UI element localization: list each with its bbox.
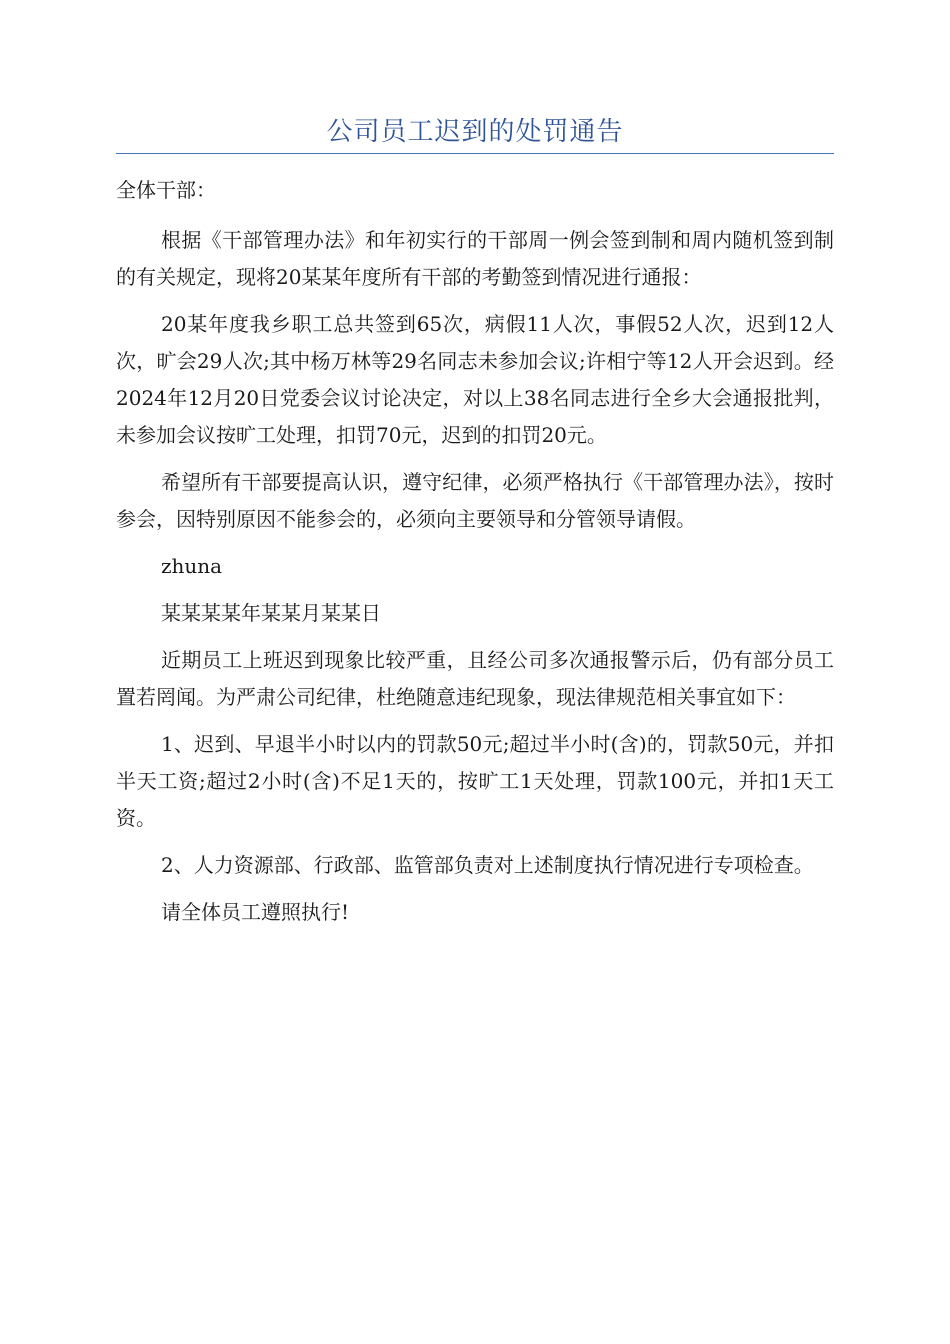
paragraph-rule-1: 1、迟到、早退半小时以内的罚款50元;超过半小时(含)的，罚款50元，并扣半天工资;超过2小时(含)不足1天的，按旷工1天处理，罚款100元，并扣1天工资。 [116, 732, 834, 830]
signature: zhuna [161, 554, 223, 578]
paragraph-expectation: 希望所有干部要提高认识，遵守纪律，必须严格执行《干部管理办法》，按时参会，因特别原因不能参会的，必须向主要领导和分管领导请假。 [116, 470, 834, 531]
document-body [116, 172, 834, 941]
paragraph-attendance-stats: 20某年度我乡职工总共签到65次，病假11人次，事假52人次，迟到12人次，旷会29人次;其中杨万林等29名同志未参加会议;许相宁等12人开会迟到。经2024年12月20日党委会议讨论决定，对以上38名同志进行全乡大会通报批判，未参加会议按旷工处理，扣罚70元，迟到的扣罚20元。 [116, 312, 834, 447]
salutation: 全体干部： [116, 178, 216, 202]
paragraph-rule-2: 2、人力资源部、行政部、监管部负责对上述制度执行情况进行专项检查。 [161, 853, 814, 877]
document-title: 公司员工迟到的处罚通告 [326, 117, 624, 147]
paragraph-notice-intro: 近期员工上班迟到现象比较严重，且经公司多次通报警示后，仍有部分员工置若罔闻。为严肃公司纪律，杜绝随意违纪现象，现法律规范相关事宜如下： [116, 648, 834, 709]
date-line: 某某某某年某某月某某日 [161, 601, 381, 625]
paragraph-regulation-basis: 根据《干部管理办法》和年初实行的干部周一例会签到制和周内随机签到制的有关规定，现将20某某年度所有干部的考勤签到情况进行通报： [116, 228, 834, 289]
paragraph-closing: 请全体员工遵照执行! [161, 900, 350, 924]
title-underline [116, 153, 834, 154]
